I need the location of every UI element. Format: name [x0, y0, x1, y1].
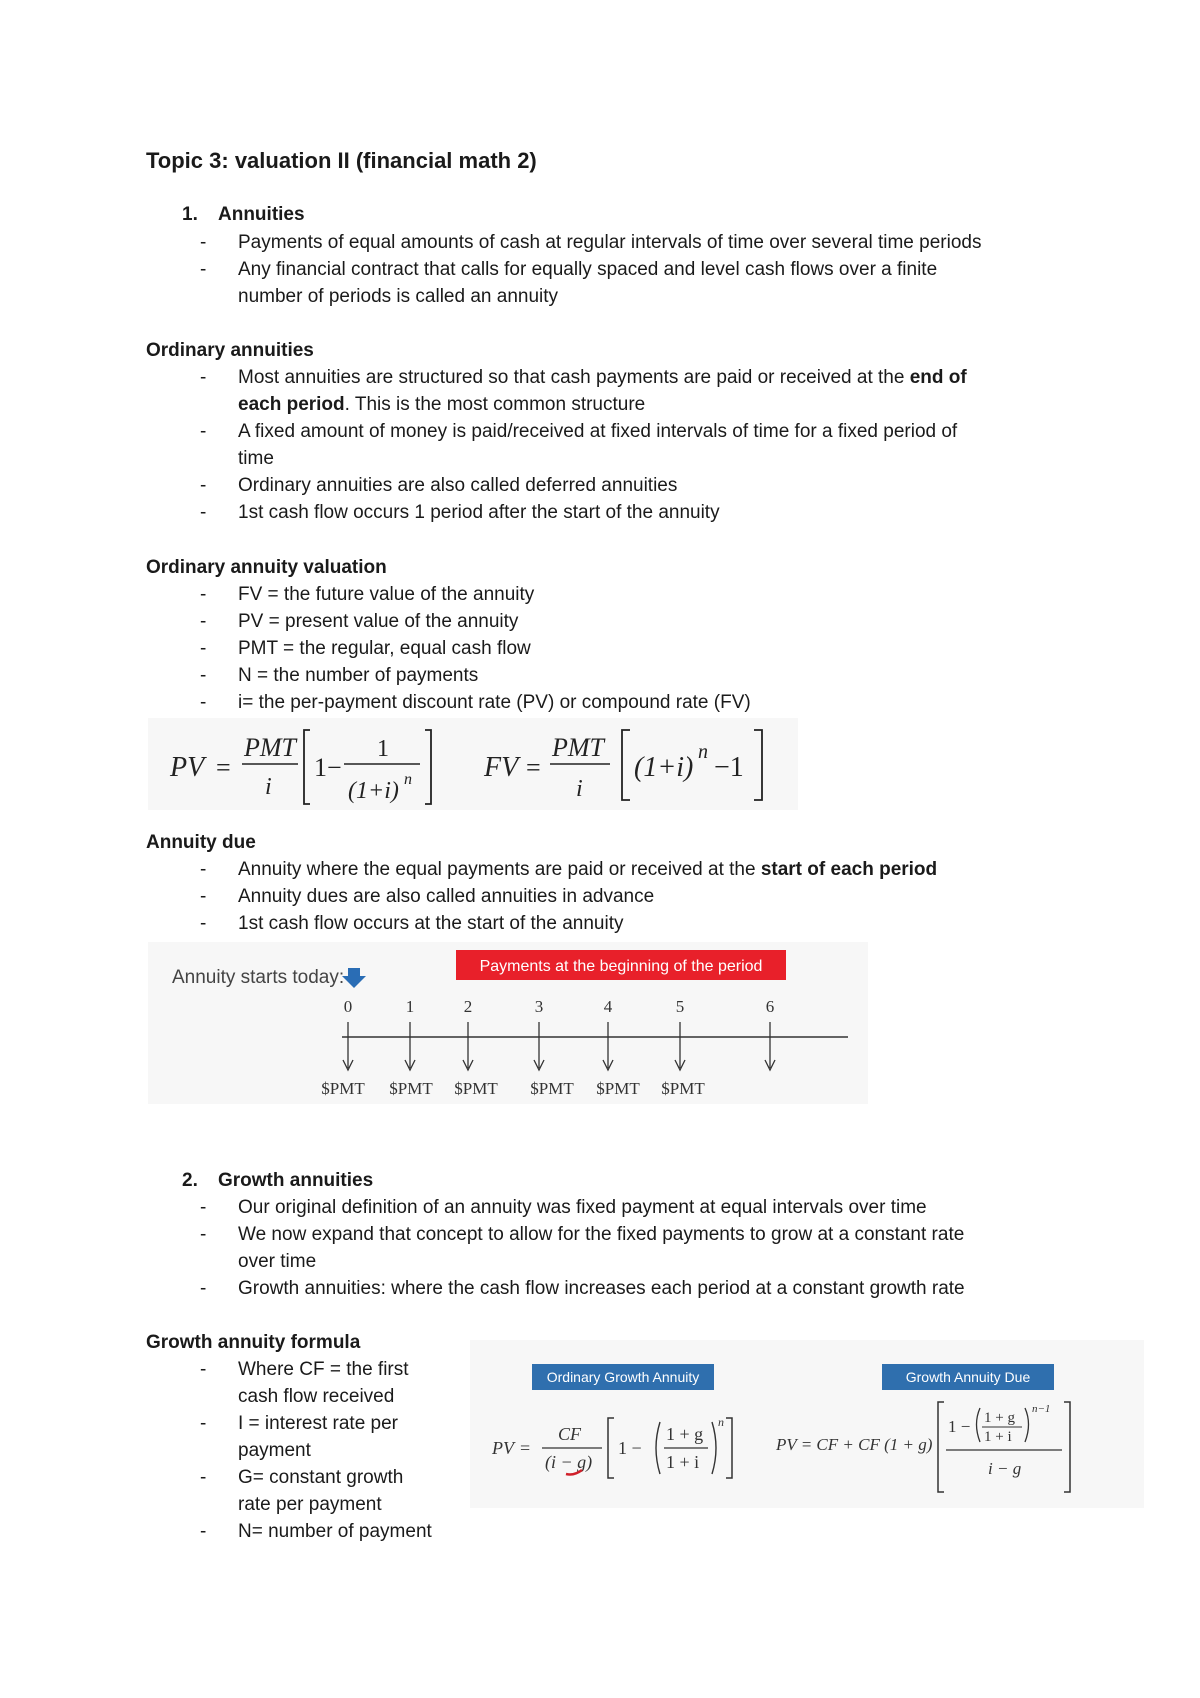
document-page: Topic 3: valuation II (financial math 2) 1. Annuities - Payments of equal amounts of cash at regular intervals of time over several time periods - Any financial contract that calls for equally spaced and level cash flows over a finite number of periods is called an annuity Ordinary annuities - Most annuities are structured so that cash payments are paid or received at the end of each period. This is the most common structure - A fixed amount of money is paid/received at fixed intervals of time for a fixed period of time - Ordinary annuities are also called deferred annuities - 1st cash flow occurs 1 period after the start of the annuity Ordinary annuity valuation - FV = the future value of the annuity - PV = present value of the annuity - PMT = the regular, equal cash flow - N = the number of payments - i= the per-payment discount rate (PV) or compound rate (FV) PV = PMT i 1− 1 (1+i) n FV = PMT i (1+i) n −1 Annuity due - Annuity where the equal payments are paid or received at the start of each period - Annuity dues are also called annuities in advance - 1st cash flow occurs at the start of the annuity Annuity starts today: Payments at the beginning of the period 0 1 2 3 4 5 6 $PMT $PMT $PMT $PMT $PMT $PMT 2. Growth annuities - Our original definition of an annuity was fixed payment at equal intervals over time - We now expand that concept to allow for the fixed payments to grow at a constant rate over time - Growth annuities: where the cash flow increases each period at a constant growth rate Growth annuity formula - Where CF = the first cash flow received - I = interest rate per payment - G= constant growth rate per payment - N= number of payment Ordinary Growth Annuity Growth Annuity Due PV = CF (i − g) 1 − 1 + g 1 + i n PV = CF + CF (1 + g) 1 − 1 + g 1 + i n−1 i − g: [0, 0, 1200, 1698]
timeline-tick-label: 6: [765, 997, 775, 1016]
denominator: (1+i): [348, 778, 399, 804]
timeline-payment-label: $PMT: [530, 1079, 574, 1098]
equals-sign: =: [526, 753, 541, 782]
page-title: Topic 3: valuation II (financial math 2): [146, 148, 537, 173]
list-item-continuation: time: [238, 448, 274, 469]
rate-symbol: i: [576, 776, 583, 802]
timeline-tick-label: 1: [405, 997, 415, 1016]
fraction-top: 1 + g: [666, 1424, 704, 1444]
one-minus: 1 −: [948, 1417, 971, 1436]
timeline-tick-label: 4: [603, 997, 613, 1016]
denominator: (i − g): [545, 1452, 593, 1472]
timeline-tick-label: 0: [343, 997, 353, 1016]
subheading-ordinary-annuities: Ordinary annuities: [146, 340, 314, 361]
timeline-banner-text: Payments at the beginning of the period: [479, 958, 763, 975]
fraction-bottom: 1 + i: [666, 1452, 700, 1472]
timeline-start-label: Annuity starts today:: [172, 967, 345, 988]
subheading-annuity-valuation: Ordinary annuity valuation: [146, 557, 387, 578]
list-item-continuation: number of periods is called an annuity: [238, 286, 559, 307]
list-item-continuation: cash flow received: [238, 1386, 395, 1407]
list-item-continuation: each period. This is the most common structure: [238, 394, 646, 415]
annuity-formula-figure: [148, 718, 798, 810]
growth-due-label-text: Growth Annuity Due: [905, 1369, 1031, 1385]
numerator-one: 1: [377, 736, 389, 762]
equals-sign: =: [520, 1438, 531, 1458]
rate-symbol: i: [265, 774, 272, 800]
exponent-n: n: [698, 741, 708, 763]
fraction-bottom: 1 + i: [984, 1429, 1012, 1445]
cf-symbol: CF: [558, 1424, 582, 1444]
exponent-n: n: [404, 771, 412, 788]
minus-one: −1: [714, 752, 744, 783]
timeline-tick-label: 3: [534, 997, 544, 1016]
pmt-symbol: PMT: [244, 733, 296, 762]
one-minus: 1 −: [618, 1438, 642, 1458]
timeline-payment-label: $PMT: [454, 1079, 498, 1098]
timeline-tick-label: 5: [675, 997, 685, 1016]
section-title: Annuities: [218, 204, 305, 225]
section-number: 1.: [182, 204, 198, 225]
fraction-top: 1 + g: [984, 1410, 1015, 1426]
pv-symbol: PV: [170, 752, 205, 783]
list-item-continuation: over time: [238, 1251, 317, 1272]
subheading-annuity-due: Annuity due: [146, 832, 256, 853]
exponent-n: n: [718, 1415, 724, 1429]
pmt-symbol: PMT: [552, 733, 604, 762]
ordinary-growth-label-text: Ordinary Growth Annuity: [546, 1369, 700, 1385]
timeline-payment-label: $PMT: [389, 1079, 433, 1098]
timeline-payment-label: $PMT: [596, 1079, 640, 1098]
annuity-due-timeline: [148, 942, 868, 1104]
growth-factor: (1+i): [634, 752, 694, 783]
list-item-continuation: rate per payment: [238, 1494, 382, 1515]
pv-symbol: PV: [492, 1438, 514, 1458]
timeline-payment-label: $PMT: [321, 1079, 365, 1098]
subheading-growth-formula: Growth annuity formula: [146, 1332, 361, 1353]
equals-sign: =: [216, 753, 231, 782]
exponent-n-minus-1: n−1: [1032, 1403, 1051, 1415]
list-item-continuation: payment: [238, 1440, 311, 1461]
growth-annuity-formula-figure: [470, 1340, 1144, 1508]
fv-symbol: FV: [484, 752, 519, 783]
due-denominator: i − g: [988, 1459, 1022, 1478]
due-formula-prefix: PV = CF + CF (1 + g): [776, 1435, 933, 1454]
timeline-payment-label: $PMT: [661, 1079, 705, 1098]
timeline-tick-label: 2: [463, 997, 473, 1016]
one-minus: 1−: [314, 753, 342, 782]
